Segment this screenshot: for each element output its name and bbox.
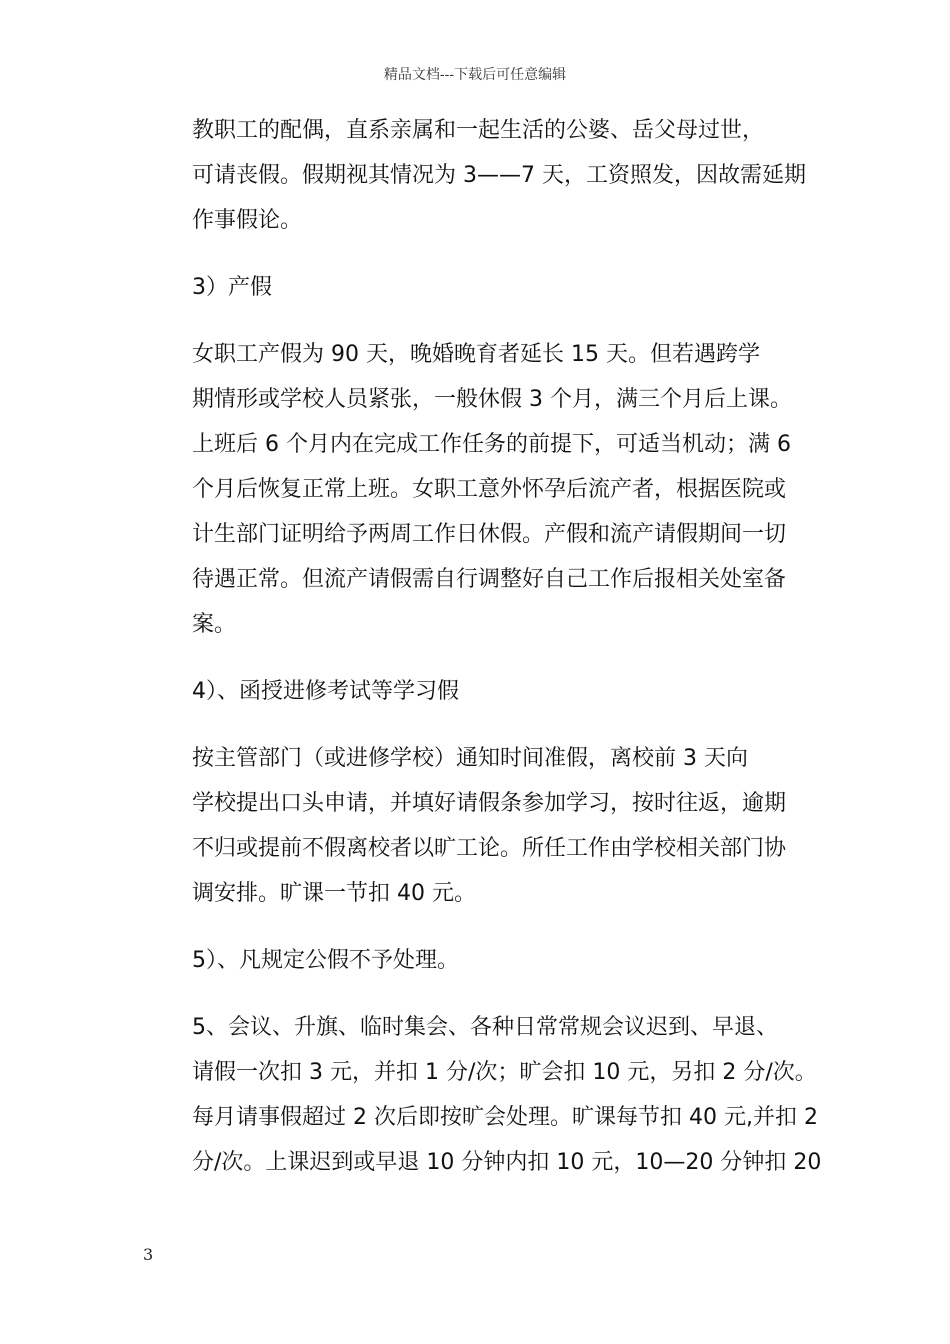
page-header: 精品文档---下载后可任意编辑 (383, 67, 567, 83)
text-line: 3）产假 (192, 275, 272, 300)
text-line: 分/次。上课迟到或早退 10 分钟内扣 10 元，10—20 分钟扣 20 (192, 1150, 822, 1175)
text-line: 5、会议、升旗、临时集会、各种日常常规会议迟到、早退、 (192, 1015, 778, 1040)
paragraph-meeting-rules (146, 1005, 826, 1185)
text-line: 可请丧假。假期视其情况为 3——7 天，工资照发，因故需延期 (192, 163, 806, 188)
text-line: 女职工产假为 90 天，晚婚晚育者延长 15 天。但若遇跨学 (192, 342, 760, 367)
heading-study-leave (146, 669, 826, 714)
text-line: 作事假论。 (192, 208, 303, 233)
text-line: 按主管部门（或进修学校）通知时间准假，离校前 3 天向 (192, 746, 748, 771)
paragraph-maternity-leave (146, 332, 826, 647)
text-line: 待遇正常。但流产请假需自行调整好自己工作后报相关处室备 (192, 567, 787, 592)
page-number: 3 (143, 1245, 154, 1264)
text-line: 期情形或学校人员紧张，一般休假 3 个月，满三个月后上课。 (192, 387, 792, 412)
text-line: 上班后 6 个月内在完成工作任务的前提下，可适当机动；满 6 (192, 432, 791, 457)
text-line: 每月请事假超过 2 次后即按旷会处理。旷课每节扣 40 元,并扣 2 (192, 1105, 818, 1130)
text-line: 请假一次扣 3 元，并扣 1 分/次；旷会扣 10 元，另扣 2 分/次。 (192, 1060, 817, 1085)
text-line: 教职工的配偶，直系亲属和一起生活的公婆、岳父母过世， (192, 118, 765, 143)
heading-official-leave (146, 938, 826, 983)
text-line: 个月后恢复正常上班。女职工意外怀孕后流产者，根据医院或 (192, 477, 787, 502)
paragraph-study-leave (146, 736, 826, 916)
text-line: 学校提出口头申请，并填好请假条参加学习，按时往返，逾期 (192, 791, 787, 816)
text-line: 调安排。旷课一节扣 40 元。 (192, 881, 476, 906)
text-line: 5）、凡规定公假不予处理。 (192, 948, 459, 973)
text-line: 案。 (192, 612, 237, 637)
paragraph-bereavement-leave (146, 108, 826, 243)
text-line: 4）、函授进修考试等学习假 (192, 679, 459, 704)
text-line: 计生部门证明给予两周工作日休假。产假和流产请假期间一切 (192, 522, 787, 547)
text-line: 不归或提前不假离校者以旷工论。所任工作由学校相关部门协 (192, 836, 787, 861)
heading-maternity-leave (146, 265, 826, 310)
document-body (146, 108, 826, 1185)
